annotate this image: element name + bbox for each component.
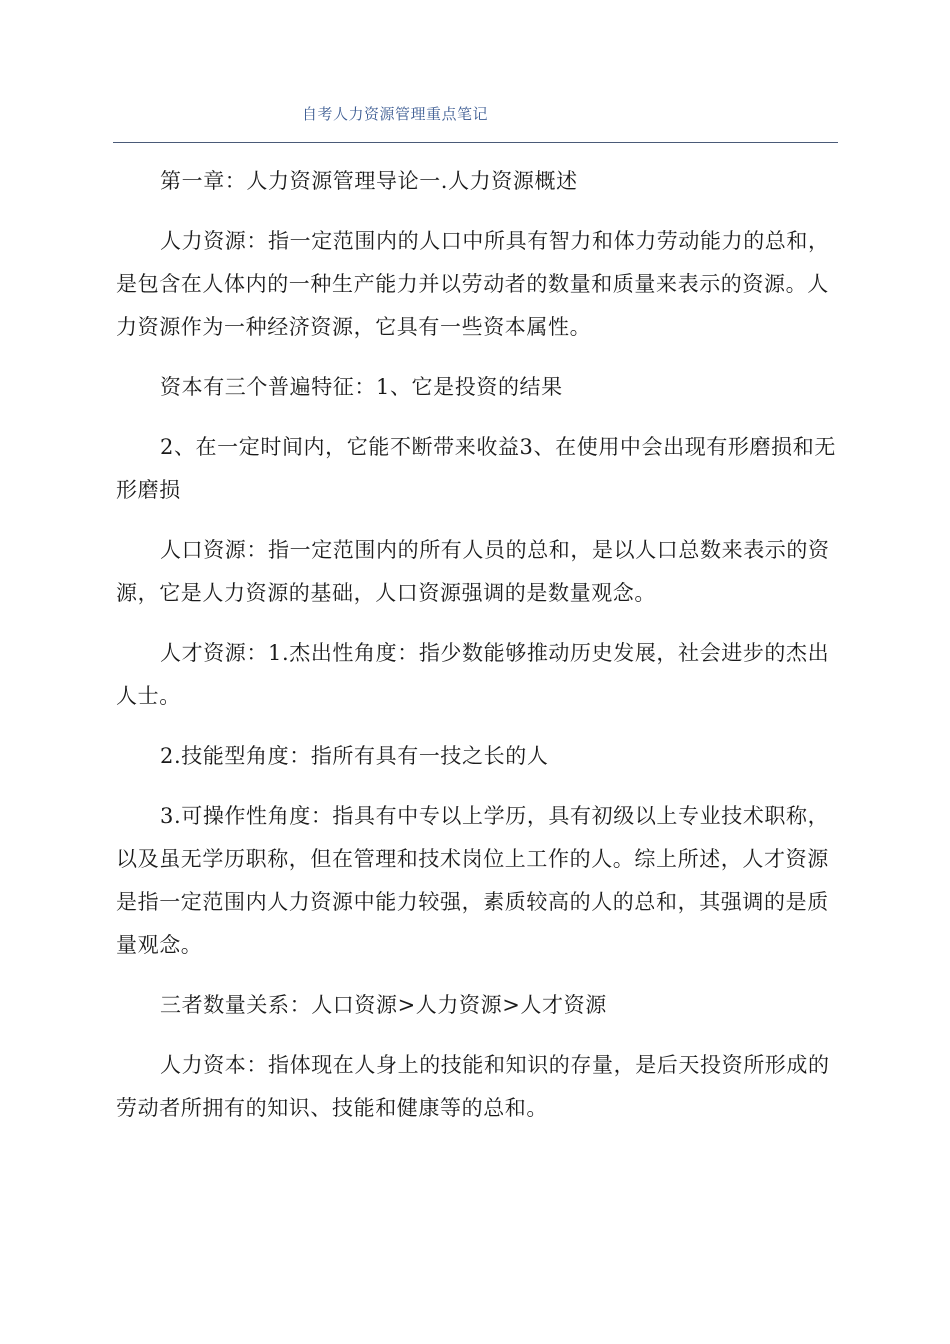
running-header-title: 自考人力资源管理重点笔记 [302, 105, 489, 123]
paragraph-human-capital: 人力资本：指体现在人身上的技能和知识的存量，是后天投资所形成的劳动者所拥有的知识、技能和健康等的总和。 [116, 1053, 830, 1120]
paragraph-capital-features-cont: 2、在一定时间内，它能不断带来收益3、在使用中会出现有形磨损和无形磨损 [116, 435, 836, 502]
paragraph-population-resources: 人口资源：指一定范围内的所有人员的总和，是以人口总数来表示的资源，它是人力资源的基础，人口资源强调的是数量观念。 [116, 538, 830, 605]
paragraph-operability-perspective: 3.可操作性角度：指具有中专以上学历，具有初级以上专业技术职称，以及虽无学历职称，但在管理和技术岗位上工作的人。综上所述，人才资源是指一定范围内人力资源中能力较强，素质较高的人的总和，其强调的是质量观念。 [116, 804, 830, 957]
document-body [116, 160, 841, 1147]
chapter-heading: 第一章：人力资源管理导论一.人力资源概述 [160, 169, 578, 193]
paragraph-quantity-relation: 三者数量关系：人口资源>人力资源>人才资源 [160, 993, 607, 1017]
paragraph-skill-perspective: 2.技能型角度：指所有具有一技之长的人 [160, 744, 549, 768]
paragraph-talent-resources: 人才资源：1.杰出性角度：指少数能够推动历史发展，社会进步的杰出人士。 [116, 641, 830, 708]
paragraph-human-resources: 人力资源：指一定范围内的人口中所具有智力和体力劳动能力的总和，是包含在人体内的一种生产能力并以劳动者的数量和质量来表示的资源。人力资源作为一种经济资源，它具有一些资本属性。 [116, 229, 830, 339]
paragraph-capital-features: 资本有三个普遍特征：1、它是投资的结果 [160, 375, 563, 399]
header-divider [113, 142, 838, 143]
